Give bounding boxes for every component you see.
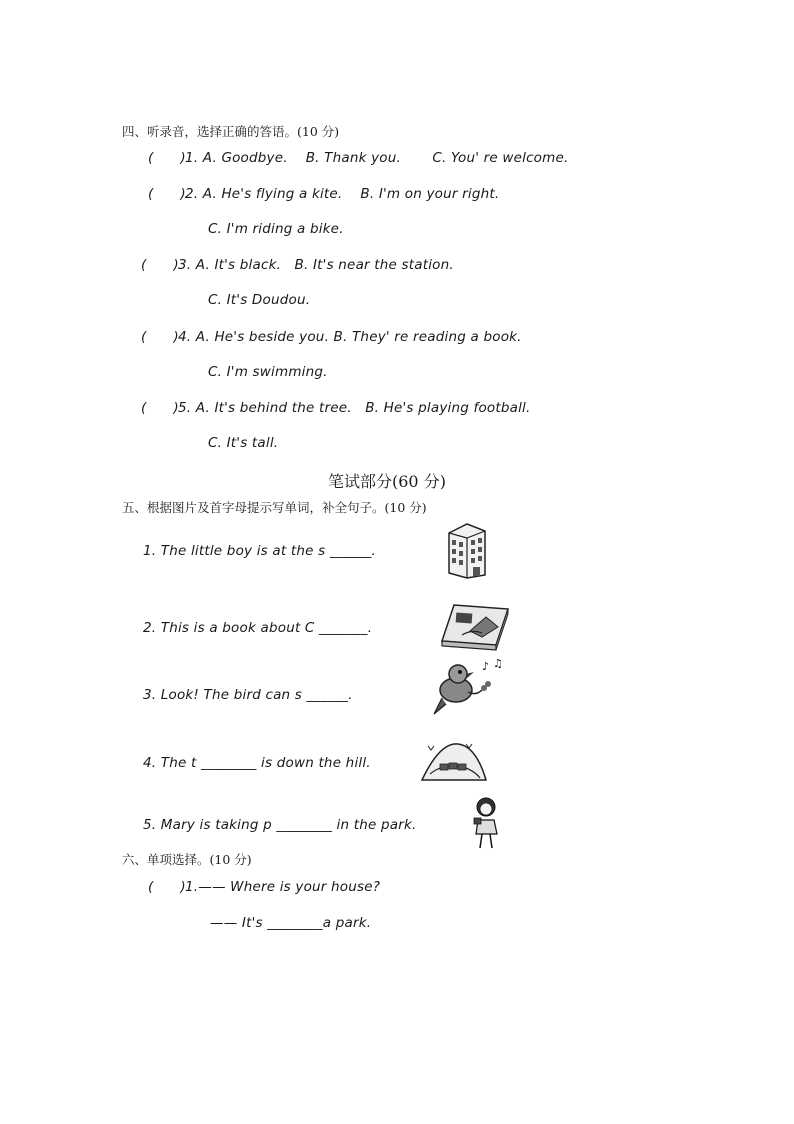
question-4-1-line1: 1. A. Goodbye. B. Thank you. C. You' re welcome. — [185, 150, 569, 166]
girl-camera-icon — [472, 796, 502, 852]
answer-paren-4: ( ) — [141, 329, 179, 345]
section6-heading: 六、单项选择。(10 分) — [122, 852, 252, 867]
answer-paren-3: ( ) — [141, 257, 179, 273]
question-4-4-line2: C. I'm swimming. — [208, 364, 328, 380]
question-4-4-line1: 4. A. He's beside you. B. They' re reading a book. — [178, 329, 522, 345]
china-book-icon — [440, 601, 510, 653]
question-5-2: 2. This is a book about C _______. — [143, 620, 373, 636]
building-icon — [445, 521, 489, 579]
section4-heading: 四、听录音，选择正确的答语。(10 分) — [122, 124, 340, 139]
question-4-5-line1: 5. A. It's behind the tree. B. He's playing football. — [178, 400, 531, 416]
question-6-1-line2: —— It's ________a park. — [210, 915, 372, 931]
singing-bird-icon — [432, 658, 504, 720]
question-5-4: 4. The t ________ is down the hill. — [143, 755, 371, 771]
question-4-5-line2: C. It's tall. — [208, 435, 279, 451]
question-5-1: 1. The little boy is at the s ______. — [143, 543, 377, 559]
question-4-2-line2: C. I'm riding a bike. — [208, 221, 344, 237]
answer-paren-1: ( ) — [148, 150, 186, 166]
question-5-5: 5. Mary is taking p ________ in the park. — [143, 817, 417, 833]
section5-heading: 五、根据图片及首字母提示写单词，补全句子。(10 分) — [122, 500, 427, 515]
svg-text:♪: ♪ — [482, 660, 490, 673]
answer-paren-6-1: ( ) — [148, 879, 186, 895]
question-4-3-line1: 3. A. It's black. B. It's near the station. — [178, 257, 454, 273]
question-4-3-line2: C. It's Doudou. — [208, 292, 311, 308]
question-4-2-line1: 2. A. He's flying a kite. B. I'm on your right. — [185, 186, 500, 202]
train-hill-icon — [420, 740, 488, 786]
answer-paren-2: ( ) — [148, 186, 186, 202]
question-5-3: 3. Look! The bird can s ______. — [143, 687, 353, 703]
answer-paren-5: ( ) — [141, 400, 179, 416]
svg-text:♫: ♫ — [493, 658, 503, 670]
question-6-1-line1: 1.—— Where is your house? — [185, 879, 381, 895]
written-part-title: 笔试部分(60 分) — [328, 472, 446, 491]
